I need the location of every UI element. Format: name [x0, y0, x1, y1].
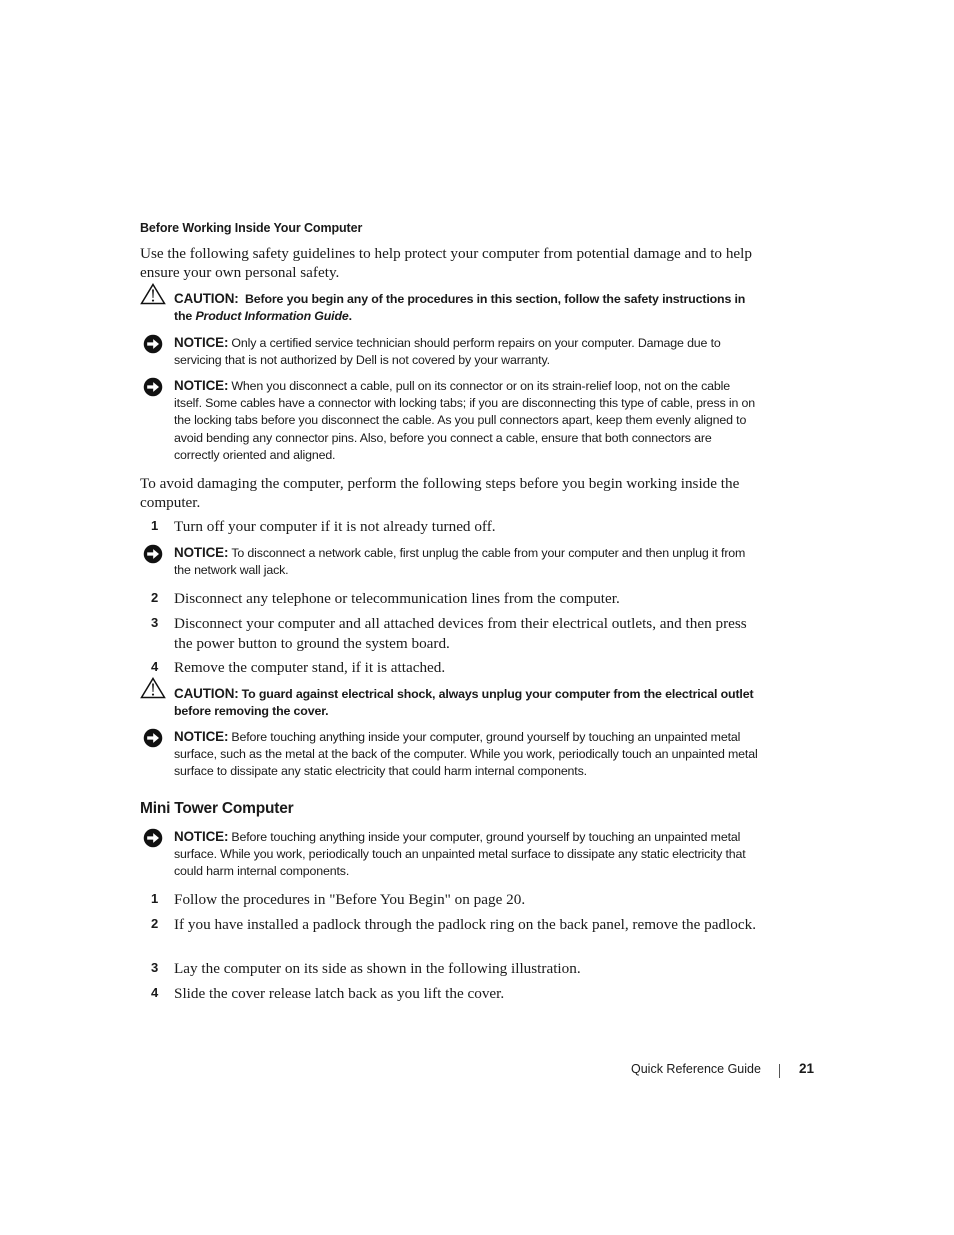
list-item [140, 959, 758, 979]
caution-triangle-icon [140, 283, 166, 305]
caution-italic-title: Product Information Guide [195, 309, 349, 324]
notice-box [140, 334, 758, 370]
step-text: Slide the cover release latch back as you lift the cover. [174, 985, 505, 1002]
list-item [140, 517, 758, 537]
caution-triangle-icon [140, 677, 166, 699]
notice-label: NOTICE: [174, 545, 229, 560]
notice-box [140, 544, 758, 580]
step-number: 2 [151, 916, 159, 931]
page-number: 21 [799, 1061, 815, 1076]
notice-arrow-icon [142, 334, 164, 354]
step-text: Lay the computer on its side as shown in the following illustration. [174, 960, 581, 977]
avoid-damage-paragraph: To avoid damaging the computer, perform the following steps before you begin working inside the computer. [140, 475, 740, 511]
list-item [140, 984, 758, 1004]
notice-text: To disconnect a network cable, first unplug the cable from your computer and then unplug it from the network wall jack. [174, 546, 746, 578]
notice-arrow-icon [142, 544, 164, 564]
step-number: 4 [151, 659, 159, 674]
notice-arrow-icon [142, 728, 164, 748]
list-item [140, 589, 758, 609]
notice-label: NOTICE: [174, 829, 229, 844]
notice-box [140, 828, 758, 882]
notice-text: Before touching anything inside your computer, ground yourself by touching an unpainted metal surface, such as the metal at the back of the computer. While you work, periodically touch an unpainted metal surface to dissipate any static electricity that could harm internal components. [174, 730, 758, 779]
list-item [140, 614, 758, 654]
step-text: Disconnect any telephone or telecommunication lines from the computer. [174, 590, 620, 607]
caution-text: To guard against electrical shock, always unplug your computer from the electrical outlet before removing the cover. [174, 687, 754, 719]
step-number: 1 [151, 891, 159, 906]
list-item [140, 890, 758, 910]
caution-box: CAUTION: Before you begin any of the procedures in this section, follow the safety instructions in the Product Information Guide. [140, 283, 758, 327]
step-text: If you have installed a padlock through the padlock ring on the back panel, remove the padlock. [174, 916, 756, 933]
notice-arrow-icon [142, 377, 164, 397]
caution-label: CAUTION: [174, 291, 239, 306]
notice-label: NOTICE: [174, 335, 229, 350]
step-number: 1 [151, 518, 159, 533]
notice-box [140, 377, 758, 465]
step-text: Disconnect your computer and all attached devices from their electrical outlets, and then press the power button to ground the system board. [174, 615, 747, 652]
step-number: 2 [151, 590, 159, 605]
step-text: Follow the procedures in "Before You Begin" on page 20. [174, 891, 526, 908]
notice-text: Before touching anything inside your computer, ground yourself by touching an unpainted metal surface. While you work, periodically touch an unpainted metal surface to dissipate any static electricity that could harm internal components. [174, 830, 746, 879]
footer-divider [779, 1064, 780, 1078]
list-item [140, 658, 758, 678]
notice-text: When you disconnect a cable, pull on its connector or on its strain-relief loop, not on the cable itself. Some cables have a connector with locking tabs; if you are disconnecting this type of cable, press in on the locking tabs before you disconnect the cable. As you pull connectors apart, keep them evenly aligned to avoid bending any connector pins. Also, before you connect a cable, ensure that both connectors are correctly oriented and aligned. [174, 379, 756, 462]
intro-paragraph: Use the following safety guidelines to help protect your computer from potential damage and to help ensure your own personal safety. [140, 245, 752, 281]
notice-text: Only a certified service technician should perform repairs on your computer. Damage due to servicing that is not authorized by Dell is not covered by your warranty. [174, 336, 721, 368]
step-number: 3 [151, 615, 159, 630]
notice-label: NOTICE: [174, 729, 229, 744]
caution-text: Before you begin any of the procedures in this section, follow the safety instructions in the [174, 292, 746, 324]
step-number: 3 [151, 960, 159, 975]
notice-arrow-icon [142, 828, 164, 848]
notice-box [140, 728, 758, 782]
list-item [140, 915, 758, 955]
footer-title: Quick Reference Guide [631, 1062, 761, 1076]
notice-label: NOTICE: [174, 378, 229, 393]
step-text: Turn off your computer if it is not already turned off. [174, 518, 496, 535]
section-heading: Before Working Inside Your Computer [140, 221, 363, 235]
caution-label: CAUTION: [174, 686, 239, 701]
step-text: Remove the computer stand, if it is attached. [174, 659, 446, 676]
step-number: 4 [151, 985, 159, 1000]
subsection-heading: Mini Tower Computer [140, 800, 294, 817]
caution-box [140, 677, 758, 721]
